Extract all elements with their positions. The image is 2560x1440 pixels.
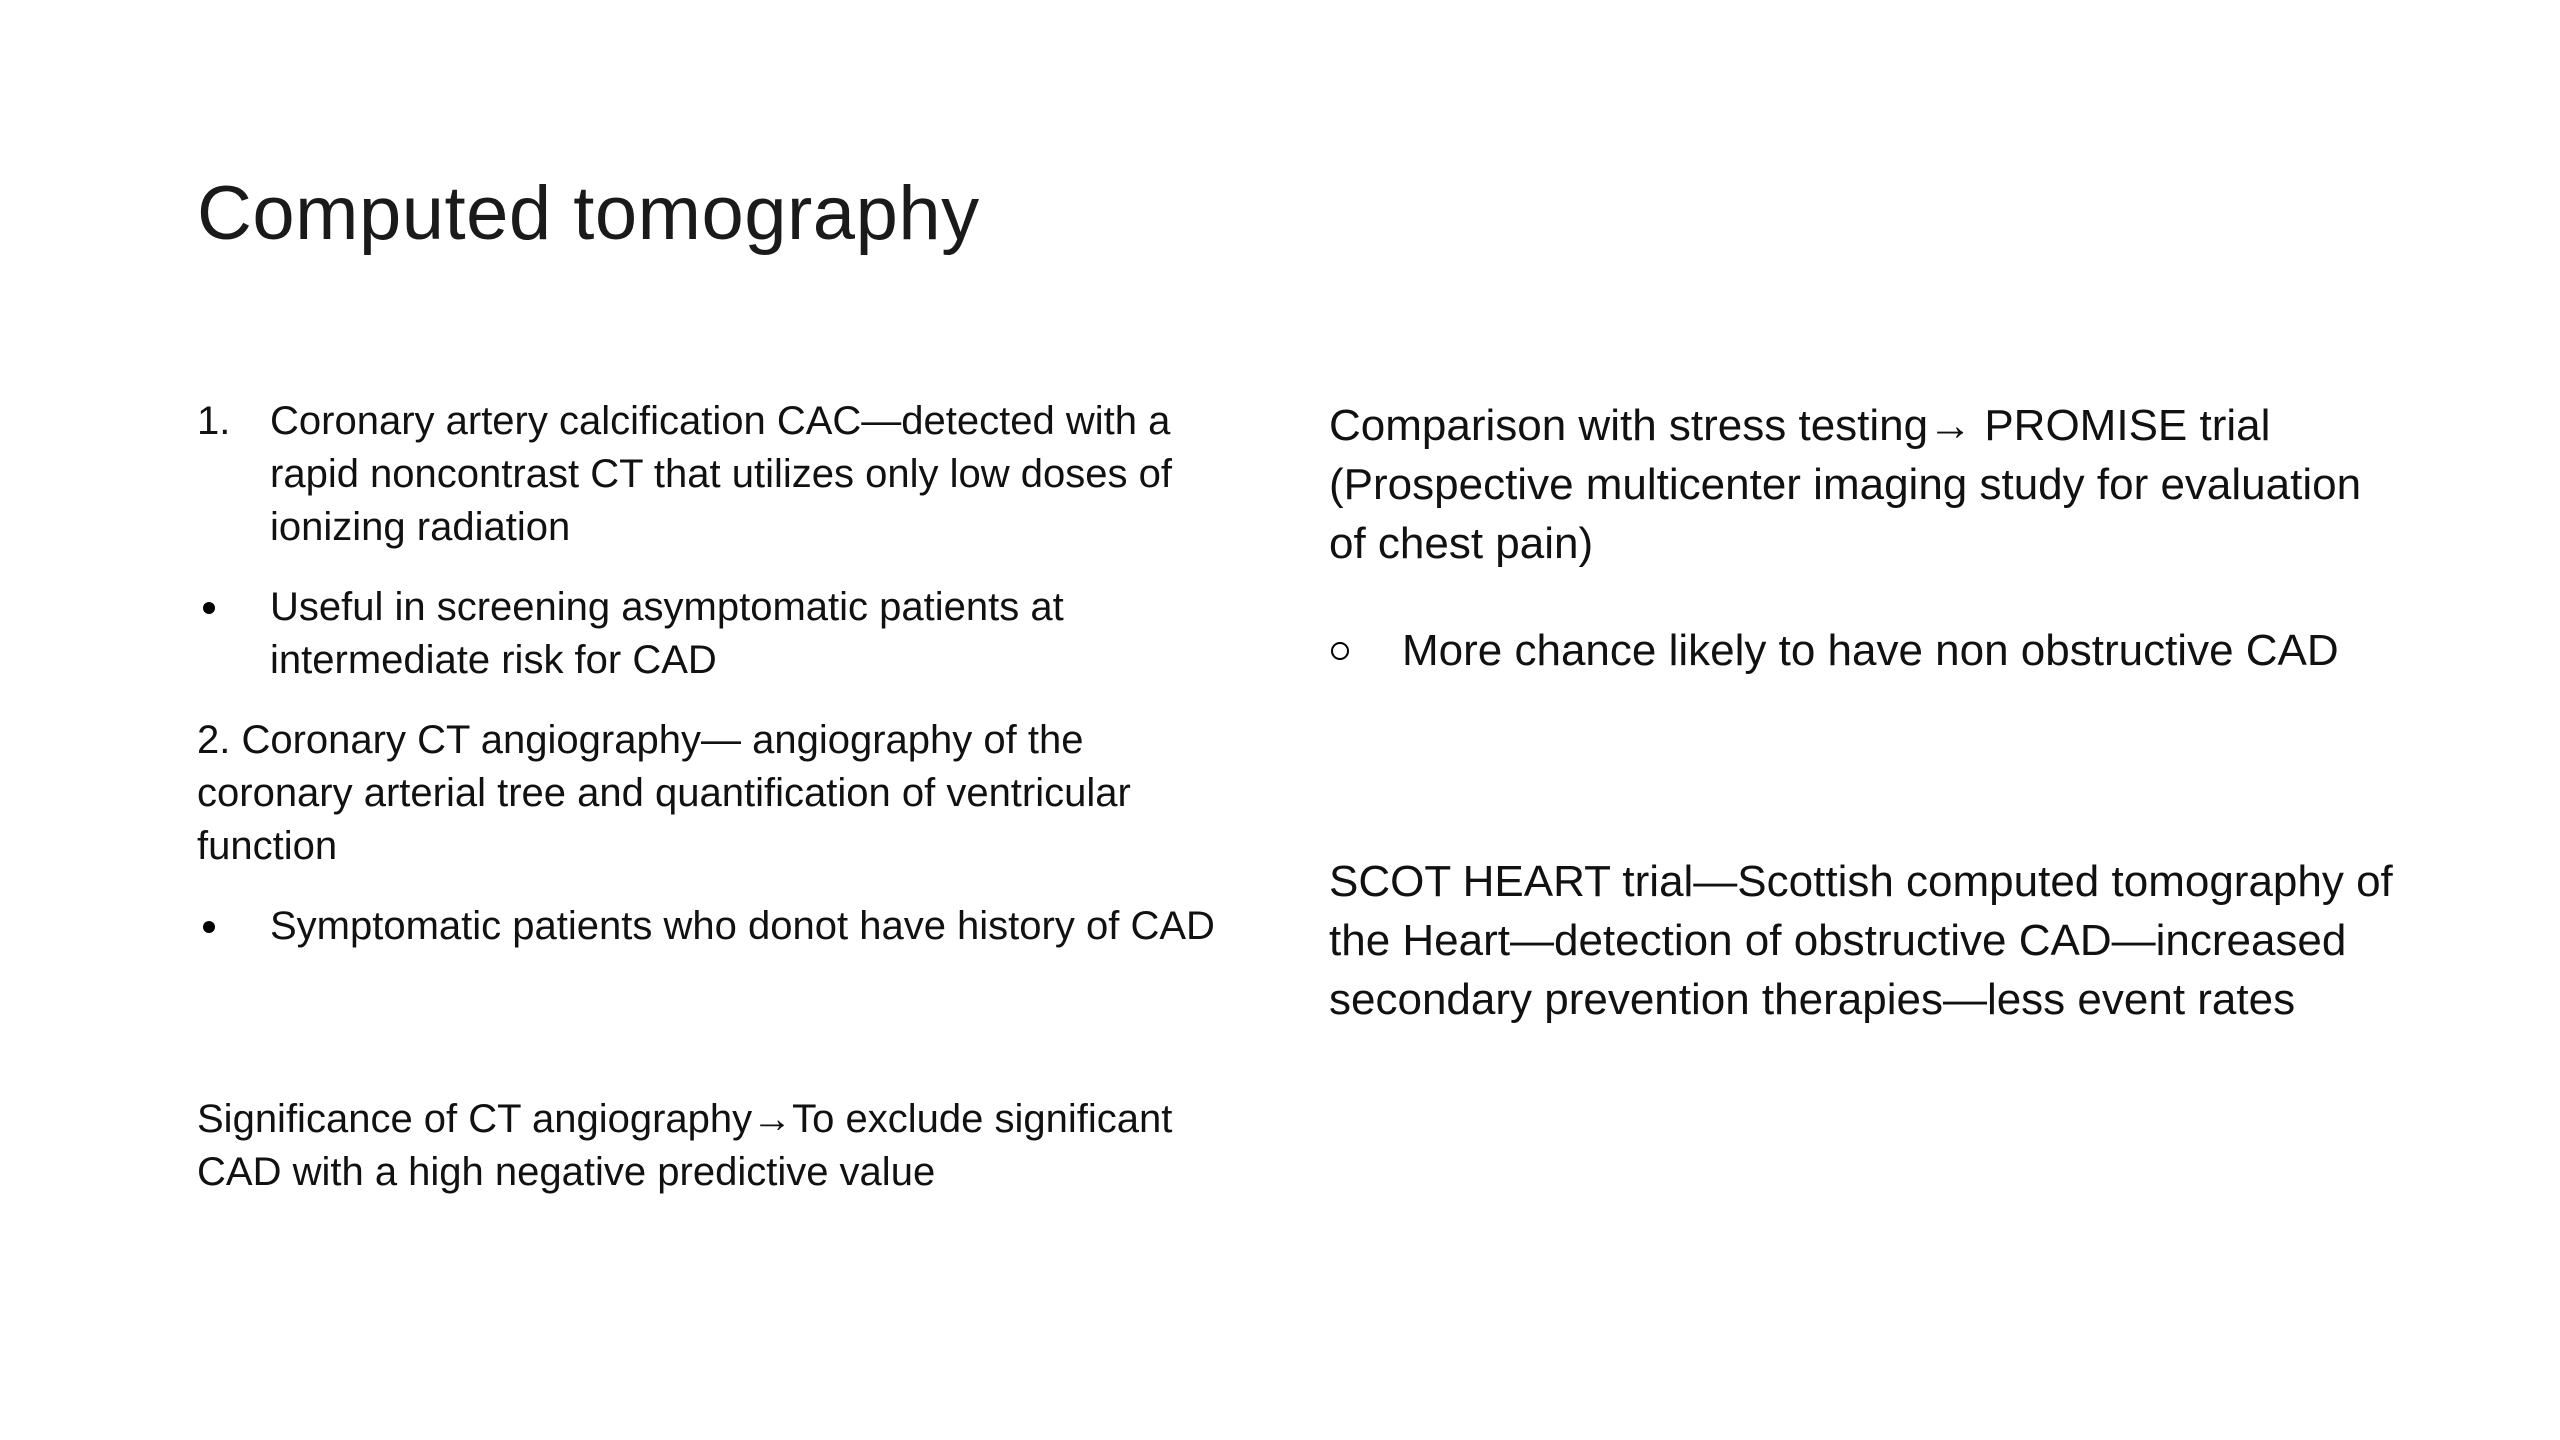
hollow-circle-icon [1331, 642, 1349, 660]
bullet-dot-icon [203, 921, 215, 933]
promise-trial-text: Comparison with stress testing→ PROMISE trial (Prospective multicenter imaging study for evaluation of chest pain) [1329, 401, 2362, 568]
numbered-item-2: 2. Coronary CT angiography— angiography of the coronary arterial tree and quantification of ventricular function [197, 718, 1131, 868]
sub-bullet-item [1329, 621, 2409, 680]
cac-text: Coronary artery calcification CAC—detected with a rapid noncontrast CT that utilizes only low doses of ionizing radiation [270, 399, 1172, 549]
right-column [1329, 396, 2409, 1029]
scot-heart-text: SCOT HEART trial—Scottish computed tomography of the Heart—detection of obstructive CAD—increased secondary prevention therapies—less event rates [1329, 857, 2393, 1024]
screening-text: Useful in screening asymptomatic patients at intermediate risk for CAD [270, 585, 1064, 682]
left-column [197, 395, 1237, 1199]
symptomatic-text: Symptomatic patients who donot have history of CAD [270, 904, 1215, 948]
significance-text: Significance of CT angiography→To exclude significant CAD with a high negative predictive value [197, 1097, 1173, 1194]
slide-title: Computed tomography [197, 171, 980, 256]
numbered-item-1 [197, 395, 1237, 554]
bullet-dot-icon [203, 602, 215, 614]
non-obstructive-text: More chance likely to have non obstructive CAD [1402, 626, 2339, 675]
bullet-item-symptomatic [197, 900, 1237, 953]
number-marker: 1. [197, 399, 231, 443]
bullet-item-screening [197, 581, 1237, 687]
